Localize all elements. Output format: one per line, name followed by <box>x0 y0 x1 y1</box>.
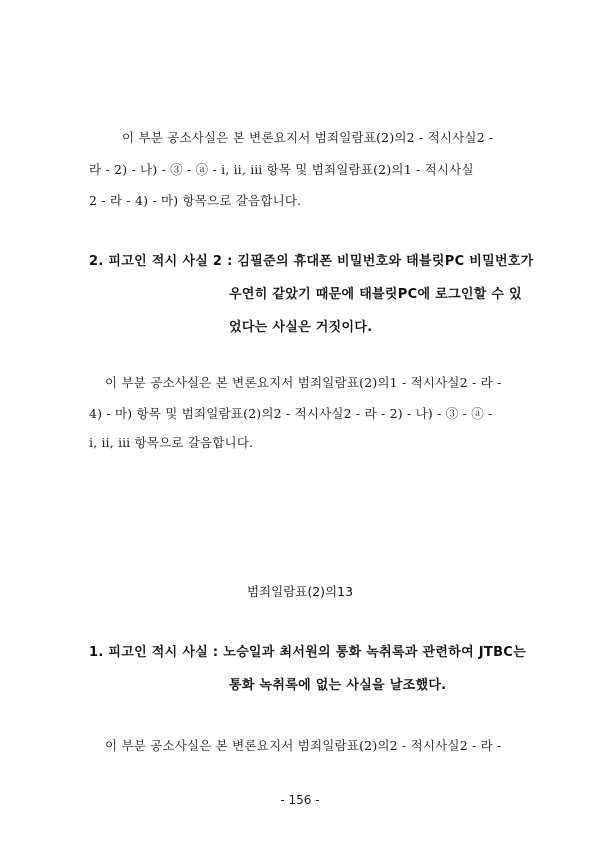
heading2-line3: 었다는 사실은 거짓이다. <box>229 320 373 335</box>
heading2-line1: 2. 피고인 적시 사실 2 : 김필준의 휴대폰 비밀번호와 태블릿PC 비밀번호가 <box>89 254 534 269</box>
heading2-line2: 우연히 같았기 때문에 태블릿PC에 로그인할 수 있 <box>229 287 522 302</box>
heading1-line2: 통화 녹취록에 없는 사실을 날조했다. <box>229 678 447 693</box>
para1-line3: 2 - 라 - 4) - 마) 항목으로 갈음합니다. <box>89 193 302 208</box>
para2-line1: 이 부분 공소사실은 본 변론요지서 범죄일람표(2)의1 - 적시사실2 - 라 - <box>105 375 502 390</box>
para1-line2: 라 - 2) - 나) - ③ - ⓐ - ⅰ, ⅱ, ⅲ 항목 및 범죄일람표(2)의1 - 적시사실 <box>89 162 474 177</box>
para1-line1: 이 부분 공소사실은 본 변론요지서 범죄일람표(2)의2 - 적시사실2 - <box>122 130 494 145</box>
para2-line3: ⅰ, ⅱ, ⅲ 항목으로 갈음합니다. <box>89 435 254 450</box>
page-number: - 156 - <box>280 793 320 807</box>
heading1-line1: 1. 피고인 적시 사실 : 노승일과 최서원의 통화 녹취록과 관련하여 JTBC는 <box>89 645 527 660</box>
para3-line1: 이 부분 공소사실은 본 변론요지서 범죄일람표(2)의2 - 적시사실2 - 라 - <box>105 738 502 753</box>
section-title: 범죄일람표(2)의13 <box>246 584 354 599</box>
para2-line2: 4) - 마) 항목 및 범죄일람표(2)의2 - 적시사실2 - 라 - 2) - 나) - ③ - ⓐ - <box>89 406 493 421</box>
